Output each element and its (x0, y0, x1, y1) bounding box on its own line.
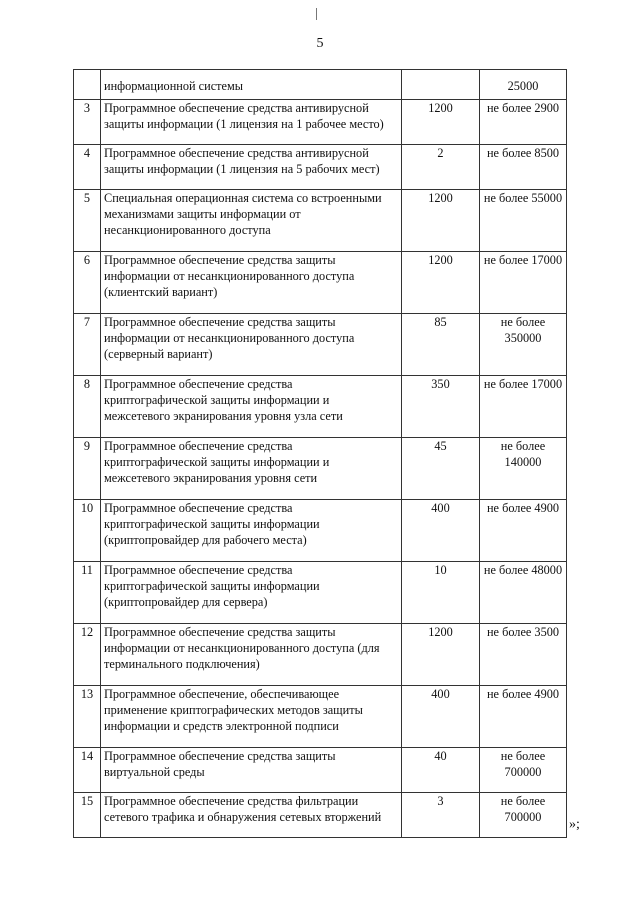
item-name: информационной системы (101, 70, 402, 100)
row-number: 12 (74, 624, 101, 686)
item-quantity: 1200 (402, 100, 480, 145)
table-row (74, 562, 567, 624)
item-quantity: 40 (402, 748, 480, 793)
item-name: Программное обеспечение средства фильтрации сетевого трафика и обнаружения сетевых вторжений (101, 793, 402, 838)
item-quantity: 1200 (402, 624, 480, 686)
item-name: Программное обеспечение средства криптографической защиты информации и межсетевого экранирования уровня узла сети (101, 376, 402, 438)
table-row (74, 624, 567, 686)
software-table (73, 69, 567, 838)
item-name: Программное обеспечение средства криптографической защиты информации (криптопровайдер для рабочего места) (101, 500, 402, 562)
item-price: не более 3500 (480, 624, 567, 686)
item-quantity: 10 (402, 562, 480, 624)
item-price: не более 4900 (480, 500, 567, 562)
item-quantity: 350 (402, 376, 480, 438)
table-row (74, 793, 567, 838)
item-price: не более 48000 (480, 562, 567, 624)
item-name: Программное обеспечение средства защиты информации от несанкционированного доступа (клиентский вариант) (101, 252, 402, 314)
item-quantity: 3 (402, 793, 480, 838)
item-price: 25000 (480, 70, 567, 100)
item-name: Программное обеспечение средства антивирусной защиты информации (1 лицензия на 1 рабочее место) (101, 100, 402, 145)
closing-quote-mark: »; (569, 817, 580, 832)
row-number: 4 (74, 145, 101, 190)
row-number: 3 (74, 100, 101, 145)
row-number: 6 (74, 252, 101, 314)
item-quantity: 2 (402, 145, 480, 190)
item-price: не более 140000 (480, 438, 567, 500)
row-number: 15 (74, 793, 101, 838)
item-name: Специальная операционная система со встроенными механизмами защиты информации от несанкционированного доступа (101, 190, 402, 252)
row-number: 8 (74, 376, 101, 438)
item-price: не более 700000 (480, 748, 567, 793)
table-row (74, 686, 567, 748)
table-row (74, 438, 567, 500)
item-name: Программное обеспечение средства криптографической защиты информации (криптопровайдер для сервера) (101, 562, 402, 624)
item-name: Программное обеспечение средства криптографической защиты информации и межсетевого экранирования уровня сети (101, 438, 402, 500)
table-row (74, 70, 567, 100)
item-price: не более 55000 (480, 190, 567, 252)
item-quantity: 400 (402, 500, 480, 562)
item-price: не более 350000 (480, 314, 567, 376)
row-number: 9 (74, 438, 101, 500)
row-number: 11 (74, 562, 101, 624)
item-quantity: 400 (402, 686, 480, 748)
row-number: 14 (74, 748, 101, 793)
item-name: Программное обеспечение средства антивирусной защиты информации (1 лицензия на 5 рабочих мест) (101, 145, 402, 190)
item-quantity: 45 (402, 438, 480, 500)
item-price: не более 2900 (480, 100, 567, 145)
item-name: Программное обеспечение средства защиты информации от несанкционированного доступа (серверный вариант) (101, 314, 402, 376)
table-row (74, 748, 567, 793)
item-price: не более 700000 (480, 793, 567, 838)
table-row (74, 100, 567, 145)
item-name: Программное обеспечение средства защиты информации от несанкционированного доступа (для терминального подключения) (101, 624, 402, 686)
table-row (74, 252, 567, 314)
item-price: не более 17000 (480, 376, 567, 438)
row-number: 13 (74, 686, 101, 748)
item-price: не более 17000 (480, 252, 567, 314)
item-price: не более 8500 (480, 145, 567, 190)
item-price: не более 4900 (480, 686, 567, 748)
row-number: 10 (74, 500, 101, 562)
row-number (74, 70, 101, 100)
item-quantity: 85 (402, 314, 480, 376)
table-row (74, 500, 567, 562)
top-margin-mark (316, 8, 317, 20)
item-name: Программное обеспечение, обеспечивающее применение криптографических методов защиты информации и средств электронной подписи (101, 686, 402, 748)
row-number: 5 (74, 190, 101, 252)
table-row (74, 190, 567, 252)
item-name: Программное обеспечение средства защиты виртуальной среды (101, 748, 402, 793)
row-number: 7 (74, 314, 101, 376)
item-quantity: 1200 (402, 190, 480, 252)
item-quantity: 1200 (402, 252, 480, 314)
table-row (74, 145, 567, 190)
table-row (74, 376, 567, 438)
page-number: 5 (316, 36, 324, 51)
table-row (74, 314, 567, 376)
item-quantity (402, 70, 480, 100)
